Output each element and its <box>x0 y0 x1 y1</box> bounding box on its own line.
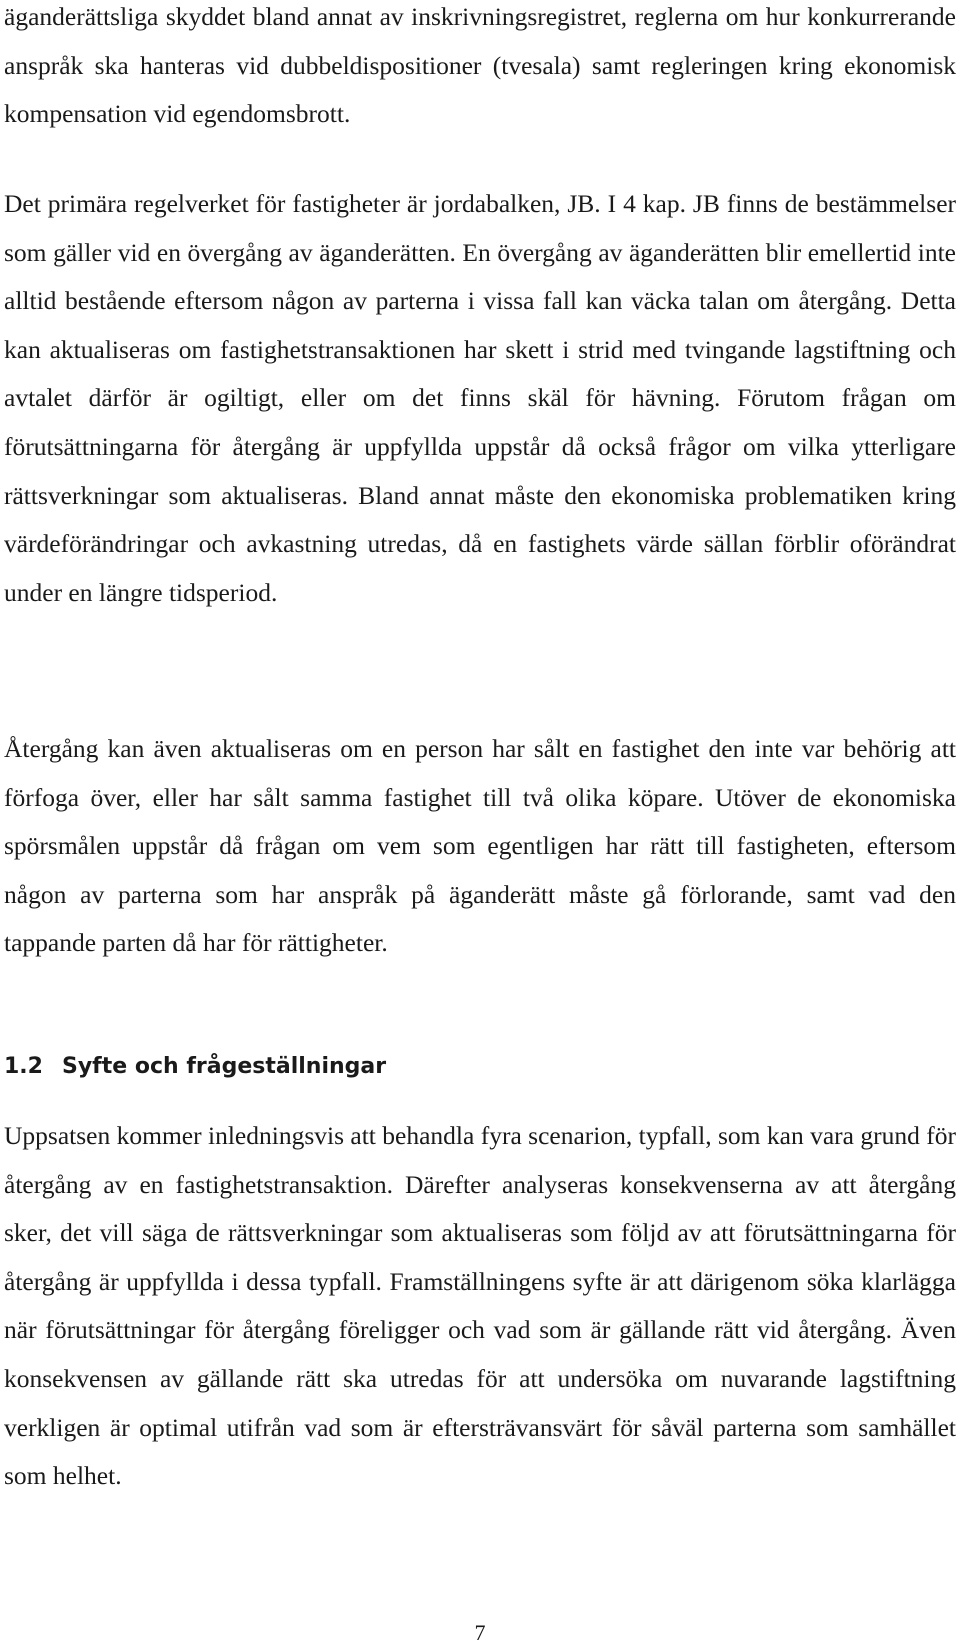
section-heading <box>4 1052 386 1082</box>
body-paragraph: äganderättsliga skyddet bland annat av inskrivningsregistret, reglerna om hur konkurrerande anspråk ska hanteras vid dubbeldispositioner (tvesala) samt regleringen kring ekonomisk kompensation vid egendomsbrott. <box>4 2 956 129</box>
body-paragraph: Det primära regelverket för fastigheter är jordabalken, JB. I 4 kap. JB finns de bestämmelser som gäller vid en övergång av äganderätten. En övergång av äganderätten blir emellertid inte alltid bestående eftersom någon av parterna i vissa fall kan väcka talan om återgång. Detta kan aktualiseras om fastighetstransaktionen har skett i strid med tvingande lagstiftning och avtalet därför är ogiltigt, eller om det finns skäl för hävning. Förutom frågan om förutsättningarna för återgång är uppfyllda uppstår då också frågor om vilka ytterligare rättsverkningar som aktualiseras. Bland annat måste den ekonomiska problematiken kring värdeförändringar och avkastning utredas, då en fastighets värde sällan förblir oförändrat under en längre tidsperiod. <box>4 189 956 607</box>
page-number: 7 <box>474 1620 486 1645</box>
section-number: 1.2 <box>4 1054 43 1079</box>
body-paragraph: Uppsatsen kommer inledningsvis att behandla fyra scenarion, typfall, som kan vara grund för återgång av en fastighetstransaktion. Därefter analyseras konsekvenserna av att återgång sker, det vill säga de rättsverkningar som aktualiseras som följd av att förutsättningarna för återgång är uppfyllda i dessa typfall. Framställningens syfte är att därigenom söka klarlägga när förutsättningar för återgång föreligger och vad som är gällande rätt vid återgång. Även konsekvensen av gällande rätt ska utredas för att undersöka om nuvarande lagstiftning verkligen är optimal utifrån vad som är eftersträvansvärt för såväl parterna som samhället som helhet. <box>4 1121 956 1491</box>
body-paragraph: Återgång kan även aktualiseras om en person har sålt en fastighet den inte var behörig att förfoga över, eller har sålt samma fastighet till två olika köpare. Utöver de ekonomiska spörsmålen uppstår då frågan om vem som egentligen har rätt till fastigheten, eftersom någon av parterna som har anspråk på äganderätt måste gå förlorande, samt vad den tappande parten då har för rättigheter. <box>4 734 956 958</box>
section-title: Syfte och frågeställningar <box>62 1054 387 1079</box>
